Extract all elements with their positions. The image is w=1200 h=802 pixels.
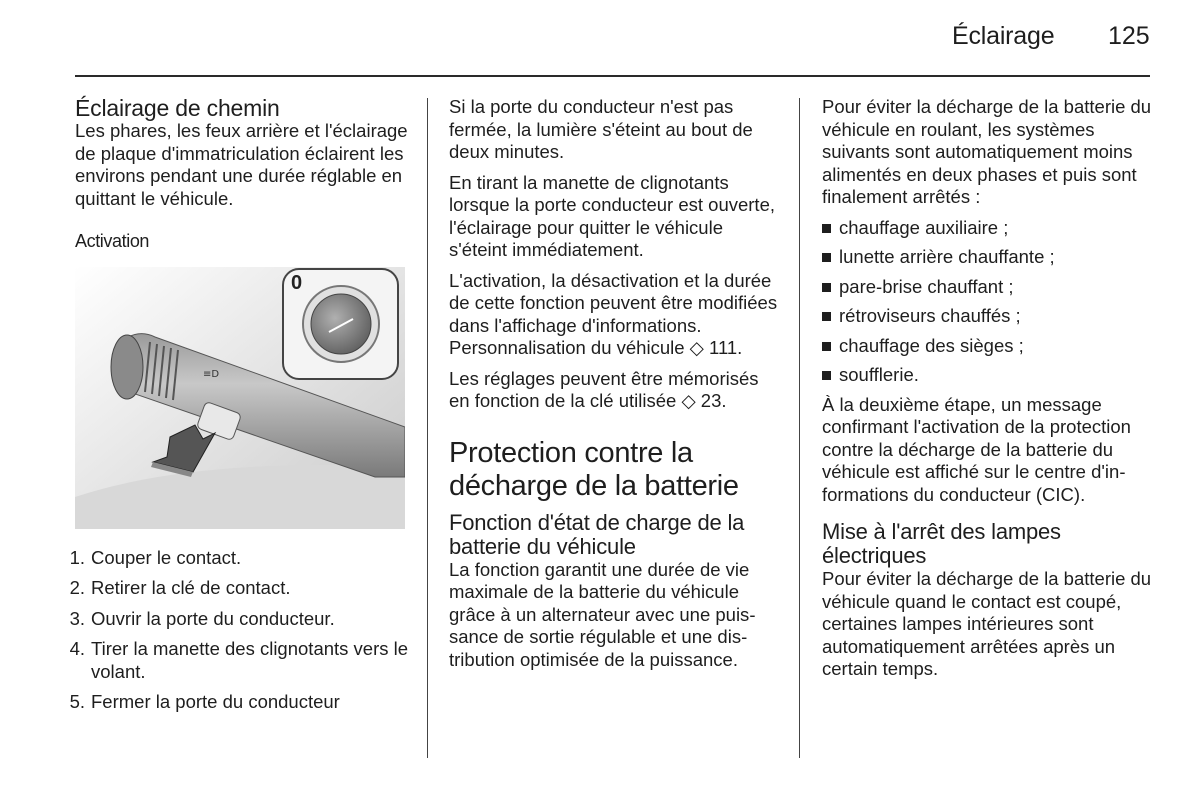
- subsection-heading-etat-charge: Fonction d'état de charge de la batterie du véhicule: [449, 509, 745, 559]
- bullet-square-icon: [822, 224, 831, 233]
- section-heading-eclairage-chemin: Éclairage de chemin: [75, 95, 280, 121]
- list-item: soufflerie.: [822, 364, 1152, 387]
- bullet-square-icon: [822, 312, 831, 321]
- list-item: 5. Fermer la porte du conducteur: [69, 691, 340, 712]
- figure-label-zero: 0: [291, 271, 303, 294]
- paragraph: La fonction garantit une durée de vie maximale de la batterie du véhicule grâce à un alternateur avec une puissance de sortie régulable et une distribution optimisée de la puissance.: [449, 558, 756, 670]
- page-header-title: Éclairage: [952, 22, 1055, 50]
- page-number: 125: [1108, 22, 1150, 50]
- paragraph: Pour éviter la décharge de la batterie du véhicule quand le contact est coupé, certaines lampes intérieures sont automatiquement arrêtées après un certain temps.: [822, 568, 1152, 679]
- list-item: chauffage des sièges ;: [822, 335, 1152, 358]
- column-1: [69, 95, 410, 722]
- turn-signal-stalk-illustration: [75, 267, 405, 529]
- column-divider-1: [427, 98, 428, 758]
- page-reference-link[interactable]: ◇ 111.: [689, 337, 743, 358]
- column-2: [449, 96, 784, 679]
- column-3: [822, 96, 1152, 689]
- list-item: pare-brise chauffant ;: [822, 276, 1152, 299]
- activation-steps-list: [69, 546, 410, 714]
- section-heading-mise-arret-lampes: Mise à l'arrêt des lampes électriques: [822, 519, 1061, 568]
- activation-subheading: Activation: [75, 231, 150, 251]
- paragraph: Si la porte du conducteur n'est pas fermée, la lumière s'éteint au bout de deux minutes.: [449, 96, 753, 162]
- list-item: 2. Retirer la clé de contact.: [69, 577, 291, 598]
- header-rule: [75, 75, 1150, 77]
- intro-paragraph: Les phares, les feux arrière et l'éclairage de plaque d'immatriculation éclairent les environs pendant une durée réglable en quittant le véhicule.: [75, 120, 408, 209]
- bullet-square-icon: [822, 283, 831, 292]
- paragraph: Pour éviter la décharge de la batterie du véhicule en roulant, les systèmes suivants sont automatiquement moins alimentés en deux phases et puis sont finalement arrêtés :: [822, 96, 1152, 207]
- bullet-square-icon: [822, 253, 831, 262]
- column-divider-2: [799, 98, 800, 758]
- list-item: 3. Ouvrir la porte du conducteur.: [69, 607, 335, 629]
- list-item: lunette arrière chauffante ;: [822, 246, 1152, 269]
- paragraph: À la deuxième étape, un message confirmant l'activation de la protection contre la décharge de la batterie du véhicule est affiché sur le centre d'informations du conducteur (CIC).: [822, 393, 1131, 505]
- section-heading-protection-batterie: Protection contre la décharge de la batterie: [449, 436, 739, 502]
- paragraph: L'activation, la désactivation et la durée de cette fonction peuvent être modifiées dans l'affichage d'informations. Personnalisation du véhicule ◇ 111.: [449, 269, 778, 358]
- list-item: rétroviseurs chauffés ;: [822, 305, 1152, 328]
- page-reference-link[interactable]: ◇ 23.: [681, 390, 727, 411]
- paragraph: En tirant la manette de clignotants lorsque la porte conducteur est ouverte, l'éclairage pour quitter le véhicule s'éteint immédiatement.: [449, 171, 775, 260]
- bullet-square-icon: [822, 342, 831, 351]
- bullet-list: [822, 217, 1152, 387]
- bullet-square-icon: [822, 371, 831, 380]
- list-item: chauffage auxiliaire ;: [822, 217, 1152, 240]
- list-item: 1. Couper le contact.: [69, 546, 242, 568]
- list-item: 4. Tirer la manette des clignotants vers le volant.: [69, 638, 409, 682]
- paragraph: Les réglages peuvent être mémorisés en fonction de la clé utilisée ◇ 23.: [449, 367, 759, 411]
- svg-text:≡D: ≡D: [203, 368, 220, 380]
